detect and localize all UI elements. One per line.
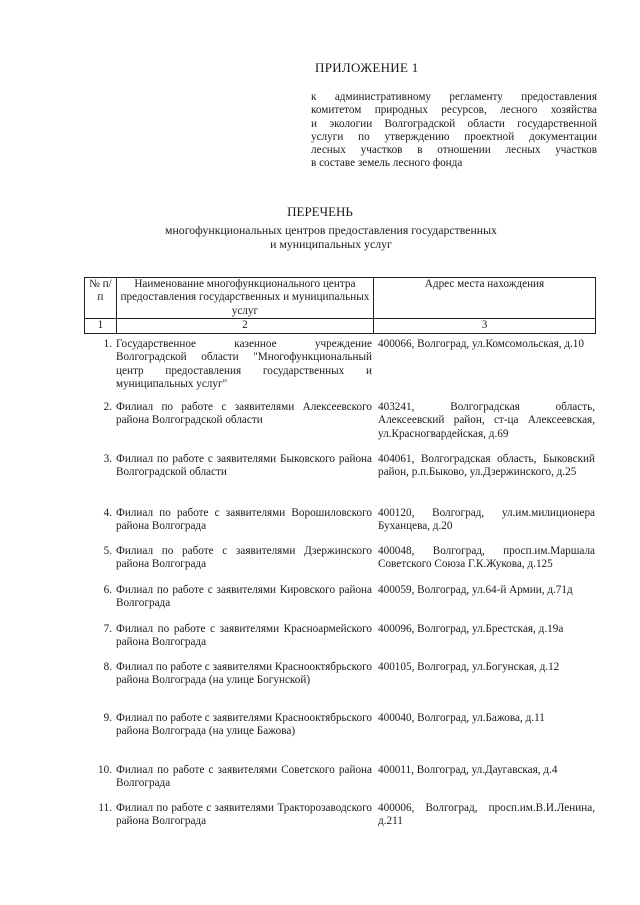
row-name: Филиал по работе с заявителями Ворошиловского района Волгограда — [116, 507, 372, 533]
row-name: Филиал по работе с заявителями Тракторозаводского района Волгограда — [116, 802, 372, 828]
row-number: 7. — [103, 623, 112, 635]
appendix-line: комитетом природных ресурсов, лесного хозяйства — [311, 104, 597, 117]
row-name: Филиал по работе с заявителями Кировского района Волгограда — [116, 584, 372, 610]
appendix-line: в составе земель лесного фонда — [311, 157, 463, 170]
list-title: ПЕРЕЧЕНЬ — [287, 204, 353, 219]
row-name: Филиал по работе с заявителями Алексеевского района Волгоградской области — [116, 401, 372, 427]
row-address: 400048, Волгоград, просп.им.Маршала Советского Союза Г.К.Жукова, д.125 — [378, 545, 595, 571]
row-number: 1. — [103, 338, 112, 350]
appendix-title: ПРИЛОЖЕНИЕ 1 — [315, 60, 419, 75]
row-number: 8. — [103, 661, 112, 673]
header-num: № п/п — [85, 278, 117, 319]
row-name: Государственное казенное учреждение Волгоградской области "Многофункциональный центр предоставления государственных и муниципальных услуг" — [116, 338, 372, 391]
row-address: 400006, Волгоград, просп.им.В.И.Ленина, д.211 — [378, 802, 595, 828]
list-subtitle — [0, 224, 640, 251]
row-address: 400096, Волгоград, ул.Брестская, д.19а — [378, 623, 564, 635]
row-address: 400120, Волгоград, ул.им.милиционера Буханцева, д.20 — [378, 507, 595, 533]
row-number: 4. — [103, 507, 112, 519]
index-cell: 1 — [85, 319, 117, 333]
index-cell: 3 — [374, 319, 596, 333]
row-number: 9. — [103, 712, 112, 724]
index-cell: 2 — [116, 319, 373, 333]
row-name: Филиал по работе с заявителями Быковского района Волгоградской области — [116, 453, 372, 479]
row-name: Филиал по работе с заявителями Краснооктябрьского района Волгограда (на улице Бажова) — [116, 712, 372, 738]
header-name: Наименование многофункционального центра предоставления государственных и муниципальных услуг — [116, 278, 373, 319]
row-address: 400066, Волгоград, ул.Комсомольская, д.10 — [378, 338, 584, 350]
row-address: 404061, Волгоградская область, Быковский район, р.п.Быково, ул.Дзержинского, д.25 — [378, 453, 595, 479]
row-address: 400059, Волгоград, ул.64-й Армии, д.71д — [378, 584, 573, 596]
list-subtitle-line: и муниципальных услуг — [270, 236, 392, 251]
row-number: 3. — [103, 453, 112, 465]
list-subtitle-line: многофункциональных центров предоставления государственных — [165, 223, 497, 237]
row-name: Филиал по работе с заявителями Советского района Волгограда — [116, 764, 372, 790]
row-address: 400105, Волгоград, ул.Богунская, д.12 — [378, 661, 560, 673]
row-number: 6. — [103, 584, 112, 596]
row-number: 5. — [103, 545, 112, 557]
appendix-line: услуги по утверждению проектной документации — [311, 130, 597, 143]
row-number: 2. — [103, 401, 112, 413]
row-number: 10. — [98, 764, 112, 776]
header-address: Адрес места нахождения — [374, 278, 596, 319]
row-address: 400011, Волгоград, ул.Даугавская, д.4 — [378, 764, 558, 776]
row-name: Филиал по работе с заявителями Дзержинского района Волгограда — [116, 545, 372, 571]
row-address: 403241, Волгоградская область, Алексеевский район, ст-ца Алексеевская, ул.Красногвардейская, д.69 — [378, 401, 595, 440]
row-name: Филиал по работе с заявителями Красноармейского района Волгограда — [116, 623, 372, 649]
row-address: 400040, Волгоград, ул.Бажова, д.11 — [378, 712, 545, 724]
appendix-line: и экологии Волгоградской области государственной — [311, 117, 597, 130]
appendix-line: лесных участков в отношении лесных участков — [311, 144, 597, 157]
appendix-line: к административному регламенту предоставления — [311, 91, 597, 103]
appendix-block — [311, 60, 597, 171]
row-number: 11. — [98, 802, 112, 814]
table-header — [84, 277, 596, 334]
row-name: Филиал по работе с заявителями Краснооктябрьского района Волгограда (на улице Богунской) — [116, 661, 372, 687]
